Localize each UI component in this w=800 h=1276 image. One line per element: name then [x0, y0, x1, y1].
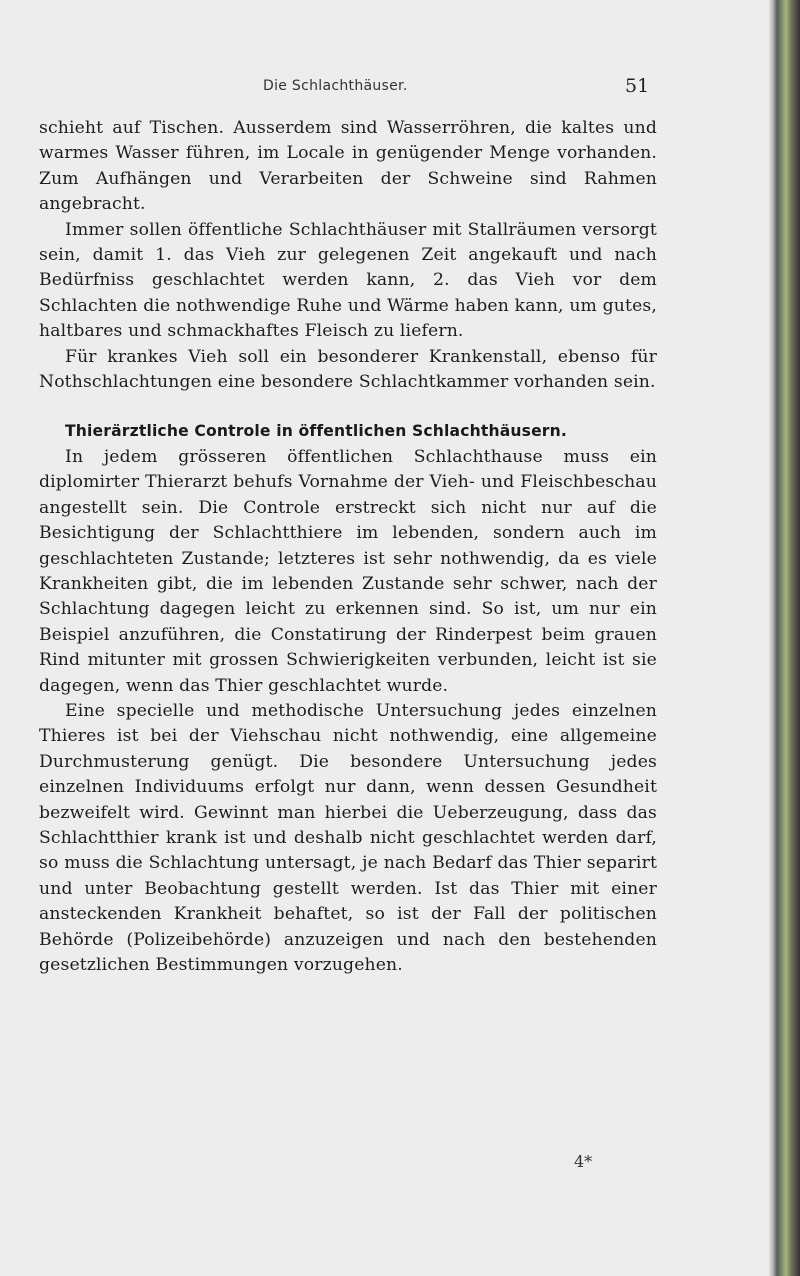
paragraph-4: In jedem grösseren öffentlichen Schlachthause muss ein diplomirter Thierarzt behufs Vornahme der Vieh- und Fleischbeschau angestellt sein. Die Controle erstreckt sich nicht nur auf die Besichtigung der Schlachtthiere im lebenden, sondern auch im geschlachteten Zustande; letzteres ist sehr nothwendig, da es viele Krankheiten gibt, die im lebenden Zustande sehr schwer, nach der Schlachtung dagegen leicht zu erkennen sind. So ist, um nur ein Beispiel anzuführen, die Constatirung der Rinderpest beim grauen Rind mitunter mit grossen Schwierigkeiten verbunden, leicht ist sie dagegen, wenn das Thier geschlachtet wurde.	[39, 446, 657, 696]
running-head-title: Die Schlachthäuser.	[263, 78, 408, 94]
paragraph-3: Für krankes Vieh soll ein besonderer Krankenstall, ebenso für Nothschlachtungen eine besondere Schlachtkammer vorhanden sein.	[39, 346, 657, 393]
signature-mark: 4*	[574, 1152, 593, 1171]
book-spine	[772, 0, 800, 1276]
page-number: 51	[625, 75, 650, 97]
running-head	[0, 75, 775, 100]
paragraph-5: Eine specielle und methodische Untersuchung jedes einzelnen Thieres ist bei der Viehschau nicht nothwendig, eine allgemeine Durchmusterung genügt. Die besondere Untersuchung jedes einzelnen Individuums erfolgt nur dann, wenn dessen Gesundheit bezweifelt wird. Gewinnt man hierbei die Ueberzeugung, dass das Schlachtthier krank ist und deshalb nicht geschlachtet werden darf, so muss die Schlachtung untersagt, je nach Bedarf das Thier separirt und unter Beobachtung gestellt werden. Ist das Thier mit einer ansteckenden Krankheit behaftet, so ist der Fall der politischen Behörde (Polizeibehörde) anzuzeigen und nach den bestehenden gesetzlichen Bestimmungen vorzugehen.	[39, 700, 657, 975]
section-heading: Thierärztliche Controle in öffentlichen Schlachthäusern.	[65, 422, 567, 441]
paragraph-1: schieht auf Tischen. Ausserdem sind Wasserröhren, die kaltes und warmes Wasser führen, im Locale in genügender Menge vorhanden. Zum Aufhängen und Verarbeiten der Schweine sind Rahmen angebracht.	[39, 118, 657, 215]
paragraph-2: Immer sollen öffentliche Schlachthäuser mit Stallräumen versorgt sein, damit 1. das Vieh zur gelegenen Zeit angekauft und nach Bedürfniss geschlachtet werden kann, 2. das Vieh vor dem Schlachten die nothwendige Ruhe und Wärme haben kann, um gutes, haltbares und schmackhaftes Fleisch zu liefern.	[39, 219, 657, 342]
body-text	[39, 116, 657, 978]
